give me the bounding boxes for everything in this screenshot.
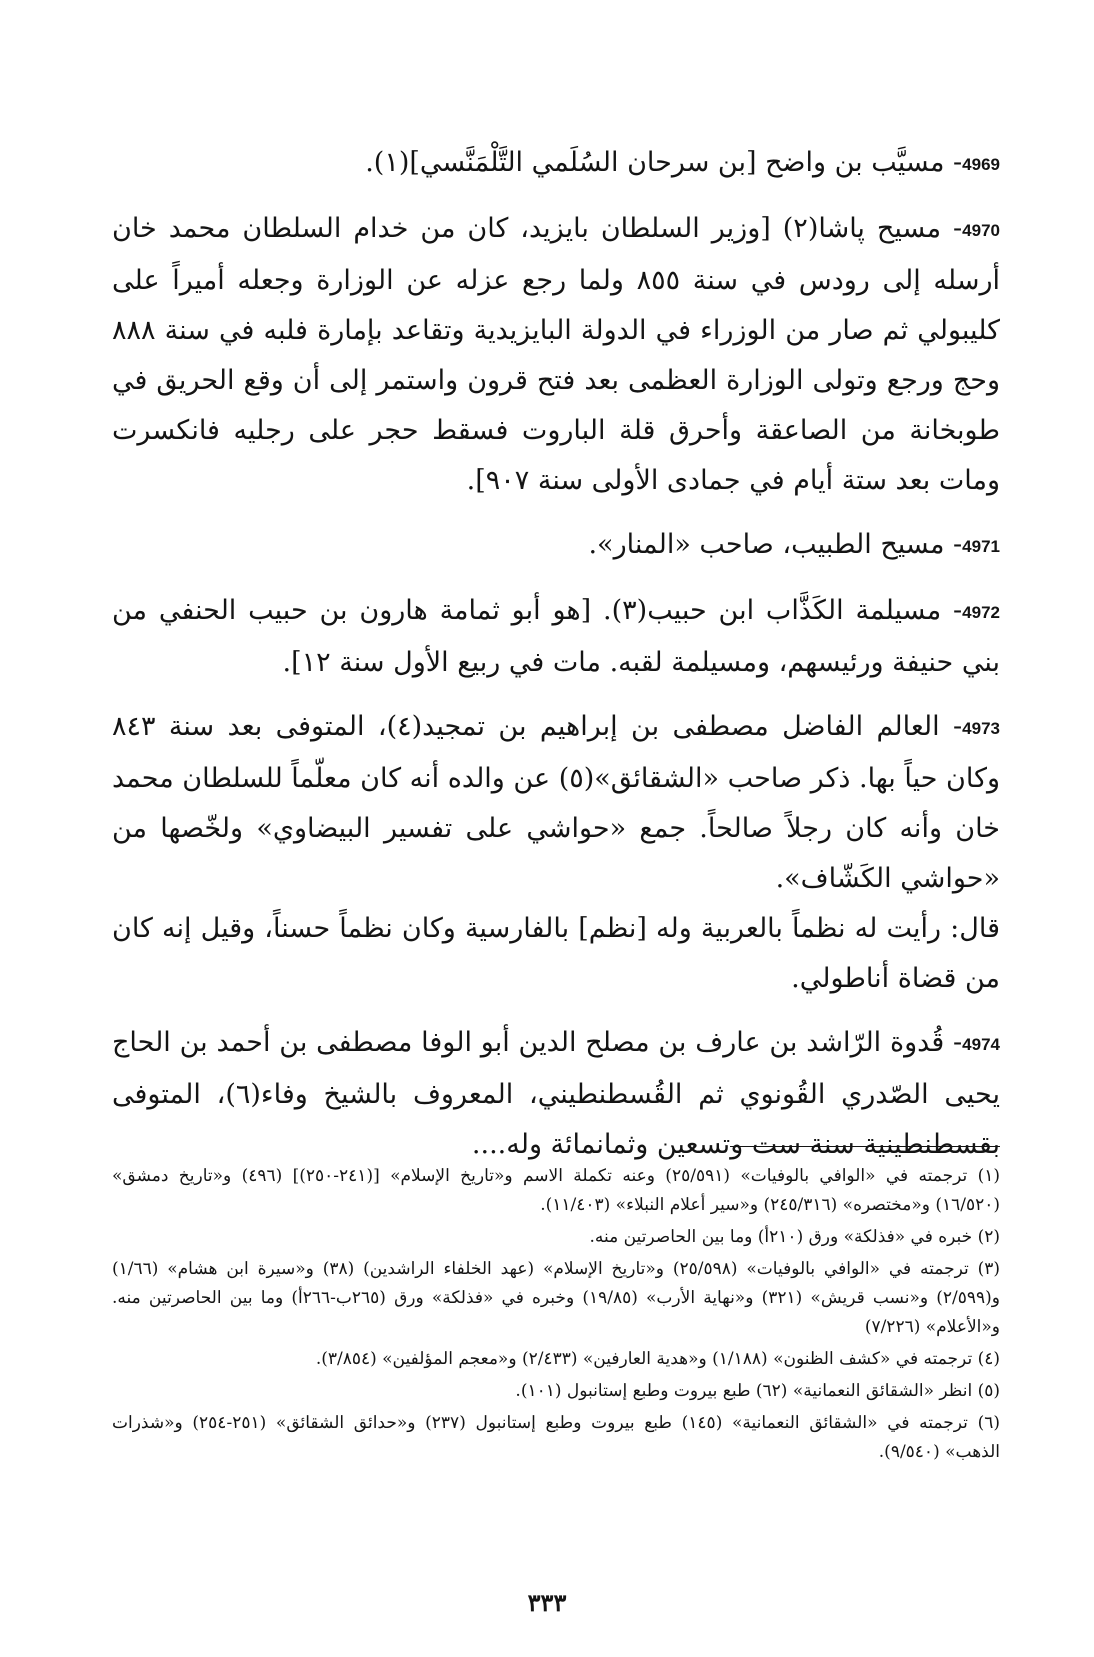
entry-text: - قُدوة الرّاشد بن عارف بن مصلح الدين أبو الوفا مصطفى بن أحمد بن الحاج يحيى الصّدري القُونوي ثم القُسطنطيني، المعروف بالشيخ وفاء(٦)، المتوفى بقسطنطينية سنة ست وتسعين وثمانمائة وله.... — [112, 1027, 1000, 1160]
entry-continuation: قال: رأيت له نظماً بالعربية وله [نظم] بالفارسية وكان نظماً حسناً، وقيل إنه كان من قضاة أناطولي. — [112, 913, 1000, 994]
footnotes — [112, 1162, 1000, 1470]
entry-text: - العالم الفاضل مصطفى بن إبراهيم بن تمجيد(٤)، المتوفى بعد سنة ٨٤٣ وكان حياً بها. ذكر صاحب «الشقائق»(٥) عن والده أنه كان معلّماً للسلطان محمد خان وأنه كان رجلاً صالحاً. جمع «حواشي على تفسير البيضاوي» ولخّصها من «حواشي الكَشّاف». — [112, 711, 1000, 894]
entry-text: - مسيح پاشا(٢) [وزير السلطان بايزيد، كان من خدام السلطان محمد خان أرسله إلى رودس في سنة ٨٥٥ ولما رجع عزله عن الوزارة وجعله أميراً على كليبولي ثم صار من الوزراء في الدولة البايزيدية وتقاعد بإمارة فلبه في سنة ٨٨٨ وحج ورجع وتولى الوزارة العظمى بعد فتح قرون واستمر إلى أن وقع الحريق في طوبخانة من الصاعقة وأحرق قلة الباروت فسقط حجر على رجليه فانكسرت ومات بعد ستة أيام في جمادى الأولى سنة ٩٠٧]. — [112, 213, 1000, 496]
footnote-1: (١) ترجمته في «الوافي بالوفيات» (٢٥/٥٩١) وعنه تكملة الاسم و«تاريخ الإسلام» [(٢٤١-٢٥٠)] (٤٩٦) و«تاريخ دمشق» (١٦/٥٢٠) و«مختصره» (٢٤٥/٣١٦) و«سير أعلام النبلاء» (١١/٤٠٣). — [112, 1166, 1000, 1215]
entry-number: 4970 — [962, 221, 1000, 240]
footnote-3: (٣) ترجمته في «الوافي بالوفيات» (٢٥/٥٩٨) و«تاريخ الإسلام» (عهد الخلفاء الراشدين) (٣٨) و«سيرة ابن هشام» (١/٦٦) و(٢/٥٩٩) و«نسب قريش» (٣٢١) و«نهاية الأرب» (١٩/٨٥) وخبره في «فذلكة» ورق (٢٦٥ب-٢٦٦أ) وما بين الحاصرتين منه. و«الأعلام» (٧/٢٢٦) — [112, 1259, 1000, 1337]
entry-number: 4972 — [962, 603, 1000, 622]
entry-4972 — [112, 586, 1000, 688]
entry-text: - مسيلمة الكَذَّاب ابن حبيب(٣). [هو أبو ثمامة هارون بن حبيب الحنفي من بني حنيفة ورئيسهم، ومسيلمة لقبه. مات في ربيع الأول سنة ١٢]. — [112, 595, 1000, 678]
footnote-4: (٤) ترجمته في «كشف الظنون» (١/١٨٨) و«هدية العارفين» (٢/٤٣٣) و«معجم المؤلفين» (٣/٨٥٤). — [315, 1349, 1000, 1369]
entry-text: - مسيح الطبيب، صاحب «المنار». — [588, 529, 963, 560]
entry-4974 — [112, 1018, 1000, 1170]
entry-4970 — [112, 204, 1000, 506]
entry-4973 — [112, 702, 1000, 1004]
entry-4971 — [112, 520, 1000, 572]
entry-number: 4969 — [962, 155, 1000, 174]
footnote-5: (٥) انظر «الشقائق النعمانية» (٦٢) طبع بيروت وطبع إستانبول (١٠١). — [515, 1381, 1000, 1401]
main-text — [112, 138, 1000, 1184]
footnote-6: (٦) ترجمته في «الشقائق النعمانية» (١٤٥) طبع بيروت وطبع إستانبول (٢٣٧) و«حدائق الشقائق» (٢٥١-٢٥٤) و«شذرات الذهب» (٩/٥٤٠). — [112, 1413, 1000, 1462]
footnote-separator — [730, 1146, 1000, 1147]
footnote-2: (٢) خبره في «فذلكة» ورق (٢١٠أ) وما بين الحاصرتين منه. — [589, 1227, 1000, 1247]
entry-number: 4974 — [962, 1035, 1000, 1054]
entry-number: 4971 — [962, 537, 1000, 556]
page-number: ٣٣٣ — [527, 1588, 567, 1617]
entry-4969 — [112, 138, 1000, 190]
entry-text: - مسيَّب بن واضح [بن سرحان السُلَمي التَّلْمَنَّسي](١). — [365, 147, 963, 178]
entry-body — [112, 702, 1000, 904]
entry-number: 4973 — [962, 719, 1000, 738]
